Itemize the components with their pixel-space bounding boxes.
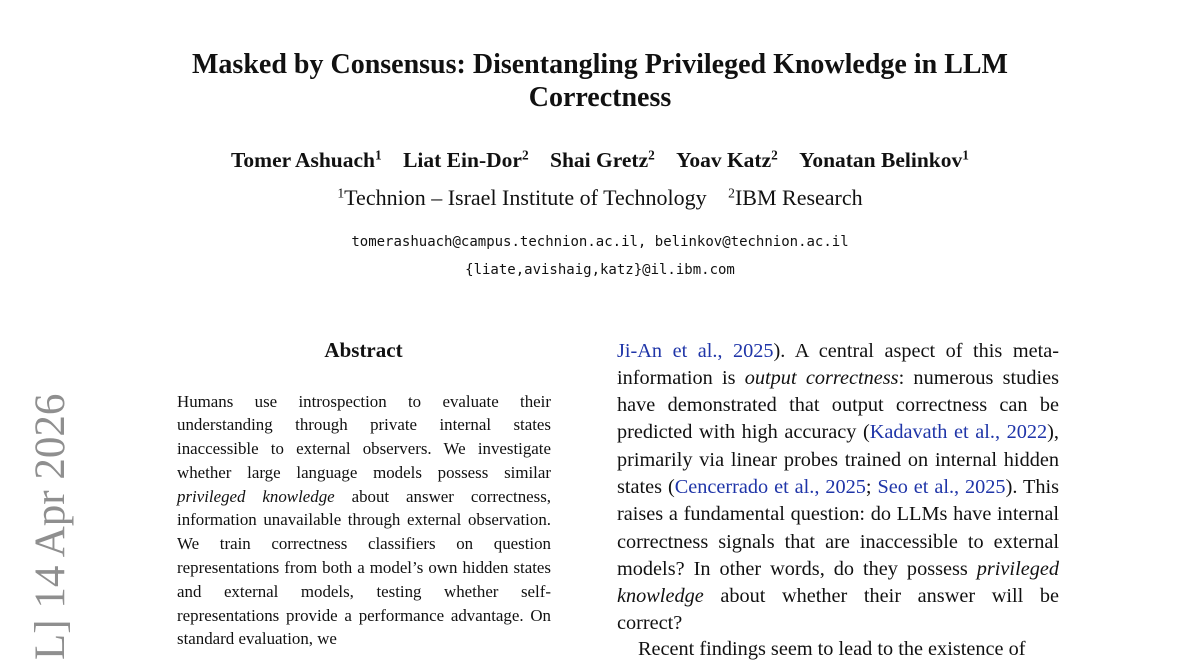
citation-link[interactable]: Kadavath et al., 2022	[869, 421, 1048, 444]
author	[676, 148, 778, 172]
author-name: Yonatan Belinkov	[799, 148, 963, 172]
intro-paragraph	[617, 338, 1059, 638]
paper-title: Masked by Consensus: Disentangling Privileged Knowledge in LLM Correctness	[192, 49, 1008, 113]
intro-text: ;	[865, 475, 878, 498]
intro-text: : numerous studies have demonstrated that output correctness can be predicted with high accuracy (	[617, 366, 1059, 444]
author-affil-marker: 1	[375, 147, 382, 163]
affiliation-name: Technion – Israel Institute of Technology	[344, 185, 707, 210]
citation-link[interactable]: Ji-An et al., 2025	[617, 339, 774, 362]
intro-text: ). This raises a fundamental question: do LLMs have internal correctness signals that are inaccessible to external models? In other words, do they possess	[617, 475, 1059, 580]
author-affil-marker: 2	[648, 147, 655, 163]
author-name: Shai Gretz	[549, 148, 649, 172]
citation-link[interactable]: Cencerrado et al., 2025	[674, 475, 866, 498]
arxiv-stamp: L] 14 Apr 2026	[27, 393, 74, 660]
abstract-text: Humans use introspection to evaluate their understanding through private internal states inaccessible to external observers. We investigate whether large language models possess similar	[177, 391, 551, 482]
affiliation	[728, 185, 863, 210]
email-line: tomerashuach@campus.technion.ac.il, belinkov@technion.ac.il	[351, 234, 849, 250]
email-line: {liate,avishaig,katz}@il.ibm.com	[465, 262, 735, 278]
abstract-text: about answer correctness, information unavailable through external observation. We train correctness classifiers on question representations from both a model’s own hidden states and external models, testing whether self-representations provide a performance advantage. On standard evaluation, we	[177, 486, 552, 649]
email-block	[100, 228, 1100, 284]
affiliation-list	[100, 184, 1100, 212]
intro-emphasis: output correctness	[744, 366, 899, 389]
affiliation	[337, 185, 706, 210]
intro-text: ). A central aspect of this meta-information is	[617, 339, 1059, 389]
affiliation-number: 1	[337, 185, 345, 201]
abstract-emphasis: privileged knowledge	[177, 486, 335, 506]
author-affil-marker: 2	[771, 147, 778, 163]
author	[799, 148, 969, 172]
abstract-body	[177, 390, 551, 652]
author-name: Yoav Katz	[676, 148, 772, 172]
author-affil-marker: 1	[962, 147, 969, 163]
affiliation-name: IBM Research	[734, 185, 863, 210]
author-affil-marker: 2	[521, 147, 529, 163]
intro-text: about whether their answer will be correct?	[617, 585, 1059, 635]
intro-emphasis: privileged knowledge	[617, 557, 1059, 608]
next-paragraph-start: Recent findings seem to lead to the existence of	[638, 638, 1026, 660]
abstract-heading: Abstract	[324, 338, 403, 362]
author-name: Tomer Ashuach	[231, 148, 376, 172]
affiliation-number: 2	[728, 185, 735, 201]
author	[231, 148, 382, 172]
intro-text: ), primarily via linear probes trained on internal hidden states (	[617, 421, 1059, 498]
author	[550, 148, 655, 172]
citation-link[interactable]: Seo et al., 2025	[877, 475, 1006, 498]
author-name: Liat Ein-Dor	[403, 148, 522, 172]
author-list	[100, 146, 1100, 174]
author	[403, 148, 529, 172]
